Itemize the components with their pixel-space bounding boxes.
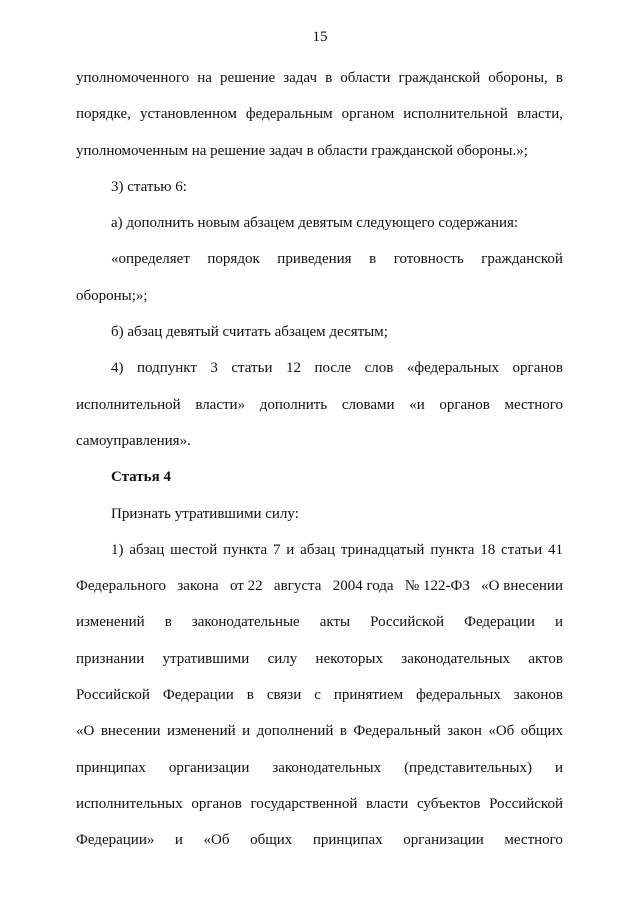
word: гражданской xyxy=(481,251,563,268)
word: признании xyxy=(76,650,145,667)
text-line xyxy=(76,397,563,433)
document-body xyxy=(76,70,563,869)
word: внесении xyxy=(100,723,161,740)
list-item-line xyxy=(76,542,563,578)
quoted-line xyxy=(76,251,563,287)
article-heading: Статья 4 xyxy=(111,469,171,486)
word: законодательных xyxy=(401,650,511,667)
word: акты xyxy=(319,614,351,631)
word: законодательных xyxy=(272,759,382,776)
word: задач xyxy=(283,70,318,86)
word: от 22 xyxy=(229,578,263,595)
word: статьи xyxy=(231,360,273,377)
word: власти xyxy=(366,795,409,812)
text-line xyxy=(76,614,563,650)
word: «Об xyxy=(203,832,230,849)
text-line xyxy=(76,760,563,796)
word: «определяет xyxy=(111,251,190,268)
word: местного xyxy=(504,396,563,413)
word: пункта xyxy=(430,541,475,558)
word: принятием xyxy=(333,687,404,704)
word: и xyxy=(286,541,295,558)
word: дополнений xyxy=(256,723,334,740)
word: принципах xyxy=(312,832,383,849)
word: Федерации xyxy=(162,687,234,704)
word: общих xyxy=(520,723,563,740)
word: установленном xyxy=(139,106,237,123)
word: некоторых xyxy=(315,650,383,667)
word: (представительных) xyxy=(404,759,532,776)
text-line: обороны;»; xyxy=(76,287,148,304)
word: подпункт xyxy=(136,360,197,377)
word: с xyxy=(314,687,321,704)
word: исполнительных xyxy=(76,795,183,812)
word: федеральным xyxy=(245,106,333,123)
word: органов xyxy=(191,795,242,812)
word: в xyxy=(246,687,254,704)
word: порядок xyxy=(207,251,260,268)
word: тринадцатый xyxy=(340,541,425,558)
word: 12 xyxy=(285,360,301,377)
word: и xyxy=(554,614,563,631)
word: на xyxy=(197,70,212,86)
word: утратившими xyxy=(162,650,250,667)
word: организации xyxy=(403,832,484,849)
word: органом xyxy=(341,106,395,123)
word: государственной xyxy=(250,795,358,812)
word: гражданской xyxy=(398,70,481,86)
text-line xyxy=(76,70,563,106)
list-item-line: а) дополнить новым абзацем девятым следующего содержания: xyxy=(111,215,519,232)
list-item-line: 3) статью 6: xyxy=(111,178,187,195)
word: в xyxy=(369,251,377,268)
list-item-line xyxy=(76,360,563,396)
word: «О внесении xyxy=(481,578,563,595)
word: Российской xyxy=(76,687,150,704)
word: 4) xyxy=(111,360,124,377)
word: 3 xyxy=(210,360,218,377)
word: закон xyxy=(447,723,482,740)
word: в xyxy=(339,723,347,740)
word: дополнить xyxy=(259,396,328,413)
text-line xyxy=(76,651,563,687)
word: субъектов xyxy=(416,795,481,812)
word: статьи xyxy=(501,541,543,558)
text-line xyxy=(76,796,563,832)
word: готовность xyxy=(393,251,464,268)
word: в xyxy=(555,70,563,86)
word: общих xyxy=(250,832,293,849)
word: августа xyxy=(273,578,322,595)
word: абзац xyxy=(129,541,165,558)
word: и xyxy=(242,723,251,740)
word: приведения xyxy=(277,251,352,268)
word: пункта xyxy=(223,541,268,558)
text-line xyxy=(76,832,563,868)
word: закона xyxy=(177,578,219,595)
text-line: Признать утратившими силу: xyxy=(111,505,299,522)
word: Федеральный xyxy=(353,723,441,740)
word: 1) xyxy=(111,541,124,558)
word: области xyxy=(340,70,391,86)
text-line xyxy=(76,106,563,142)
word: органов xyxy=(512,360,563,377)
word: «и xyxy=(409,396,425,413)
word: 41 xyxy=(547,541,563,558)
list-item-line: б) абзац девятый считать абзацем десятым; xyxy=(111,324,388,341)
word: «Об xyxy=(488,723,515,740)
word: решение xyxy=(220,70,276,86)
word: Российской xyxy=(370,614,445,631)
word: исполнительной xyxy=(403,106,508,123)
word: местного xyxy=(504,832,563,849)
word: порядке, xyxy=(76,106,131,123)
word: 7 xyxy=(272,541,281,558)
page-number: 15 xyxy=(312,29,328,45)
word: власти» xyxy=(195,396,246,413)
word: принципах xyxy=(76,759,146,776)
word: Российской xyxy=(489,795,563,812)
word: 18 xyxy=(480,541,496,558)
word: изменений xyxy=(167,723,236,740)
text-line: уполномоченным на решение задач в области гражданской обороны.»; xyxy=(76,142,528,159)
word: законов xyxy=(513,687,563,704)
word: изменений xyxy=(76,614,145,631)
word: Федерации» xyxy=(76,832,155,849)
word: и xyxy=(554,759,563,776)
word: законодательные xyxy=(191,614,300,631)
word: шестой xyxy=(170,541,218,558)
word: федеральных xyxy=(416,687,501,704)
word: Федерации xyxy=(464,614,535,631)
text-line xyxy=(76,723,563,759)
word: органов xyxy=(439,396,490,413)
word: словами xyxy=(341,396,395,413)
word: в xyxy=(164,614,172,631)
word: № 122-ФЗ xyxy=(404,578,470,595)
word: власти, xyxy=(516,106,563,123)
word: Федерального xyxy=(76,578,167,595)
text-line: самоуправления». xyxy=(76,432,191,449)
text-line xyxy=(76,578,563,614)
word: уполномоченного xyxy=(76,70,190,86)
word: связи xyxy=(266,687,302,704)
word: организации xyxy=(168,759,250,776)
word: и xyxy=(174,832,183,849)
word: силу xyxy=(267,650,298,667)
word: исполнительной xyxy=(76,396,181,413)
word: обороны, xyxy=(488,70,548,86)
text-line xyxy=(76,687,563,723)
word: в xyxy=(325,70,333,86)
word: 2004 года xyxy=(332,578,394,595)
word: «федеральных xyxy=(406,360,500,377)
word: слов xyxy=(364,360,394,377)
word: «О xyxy=(76,723,95,740)
word: после xyxy=(314,360,352,377)
word: актов xyxy=(528,650,563,667)
word: абзац xyxy=(300,541,336,558)
